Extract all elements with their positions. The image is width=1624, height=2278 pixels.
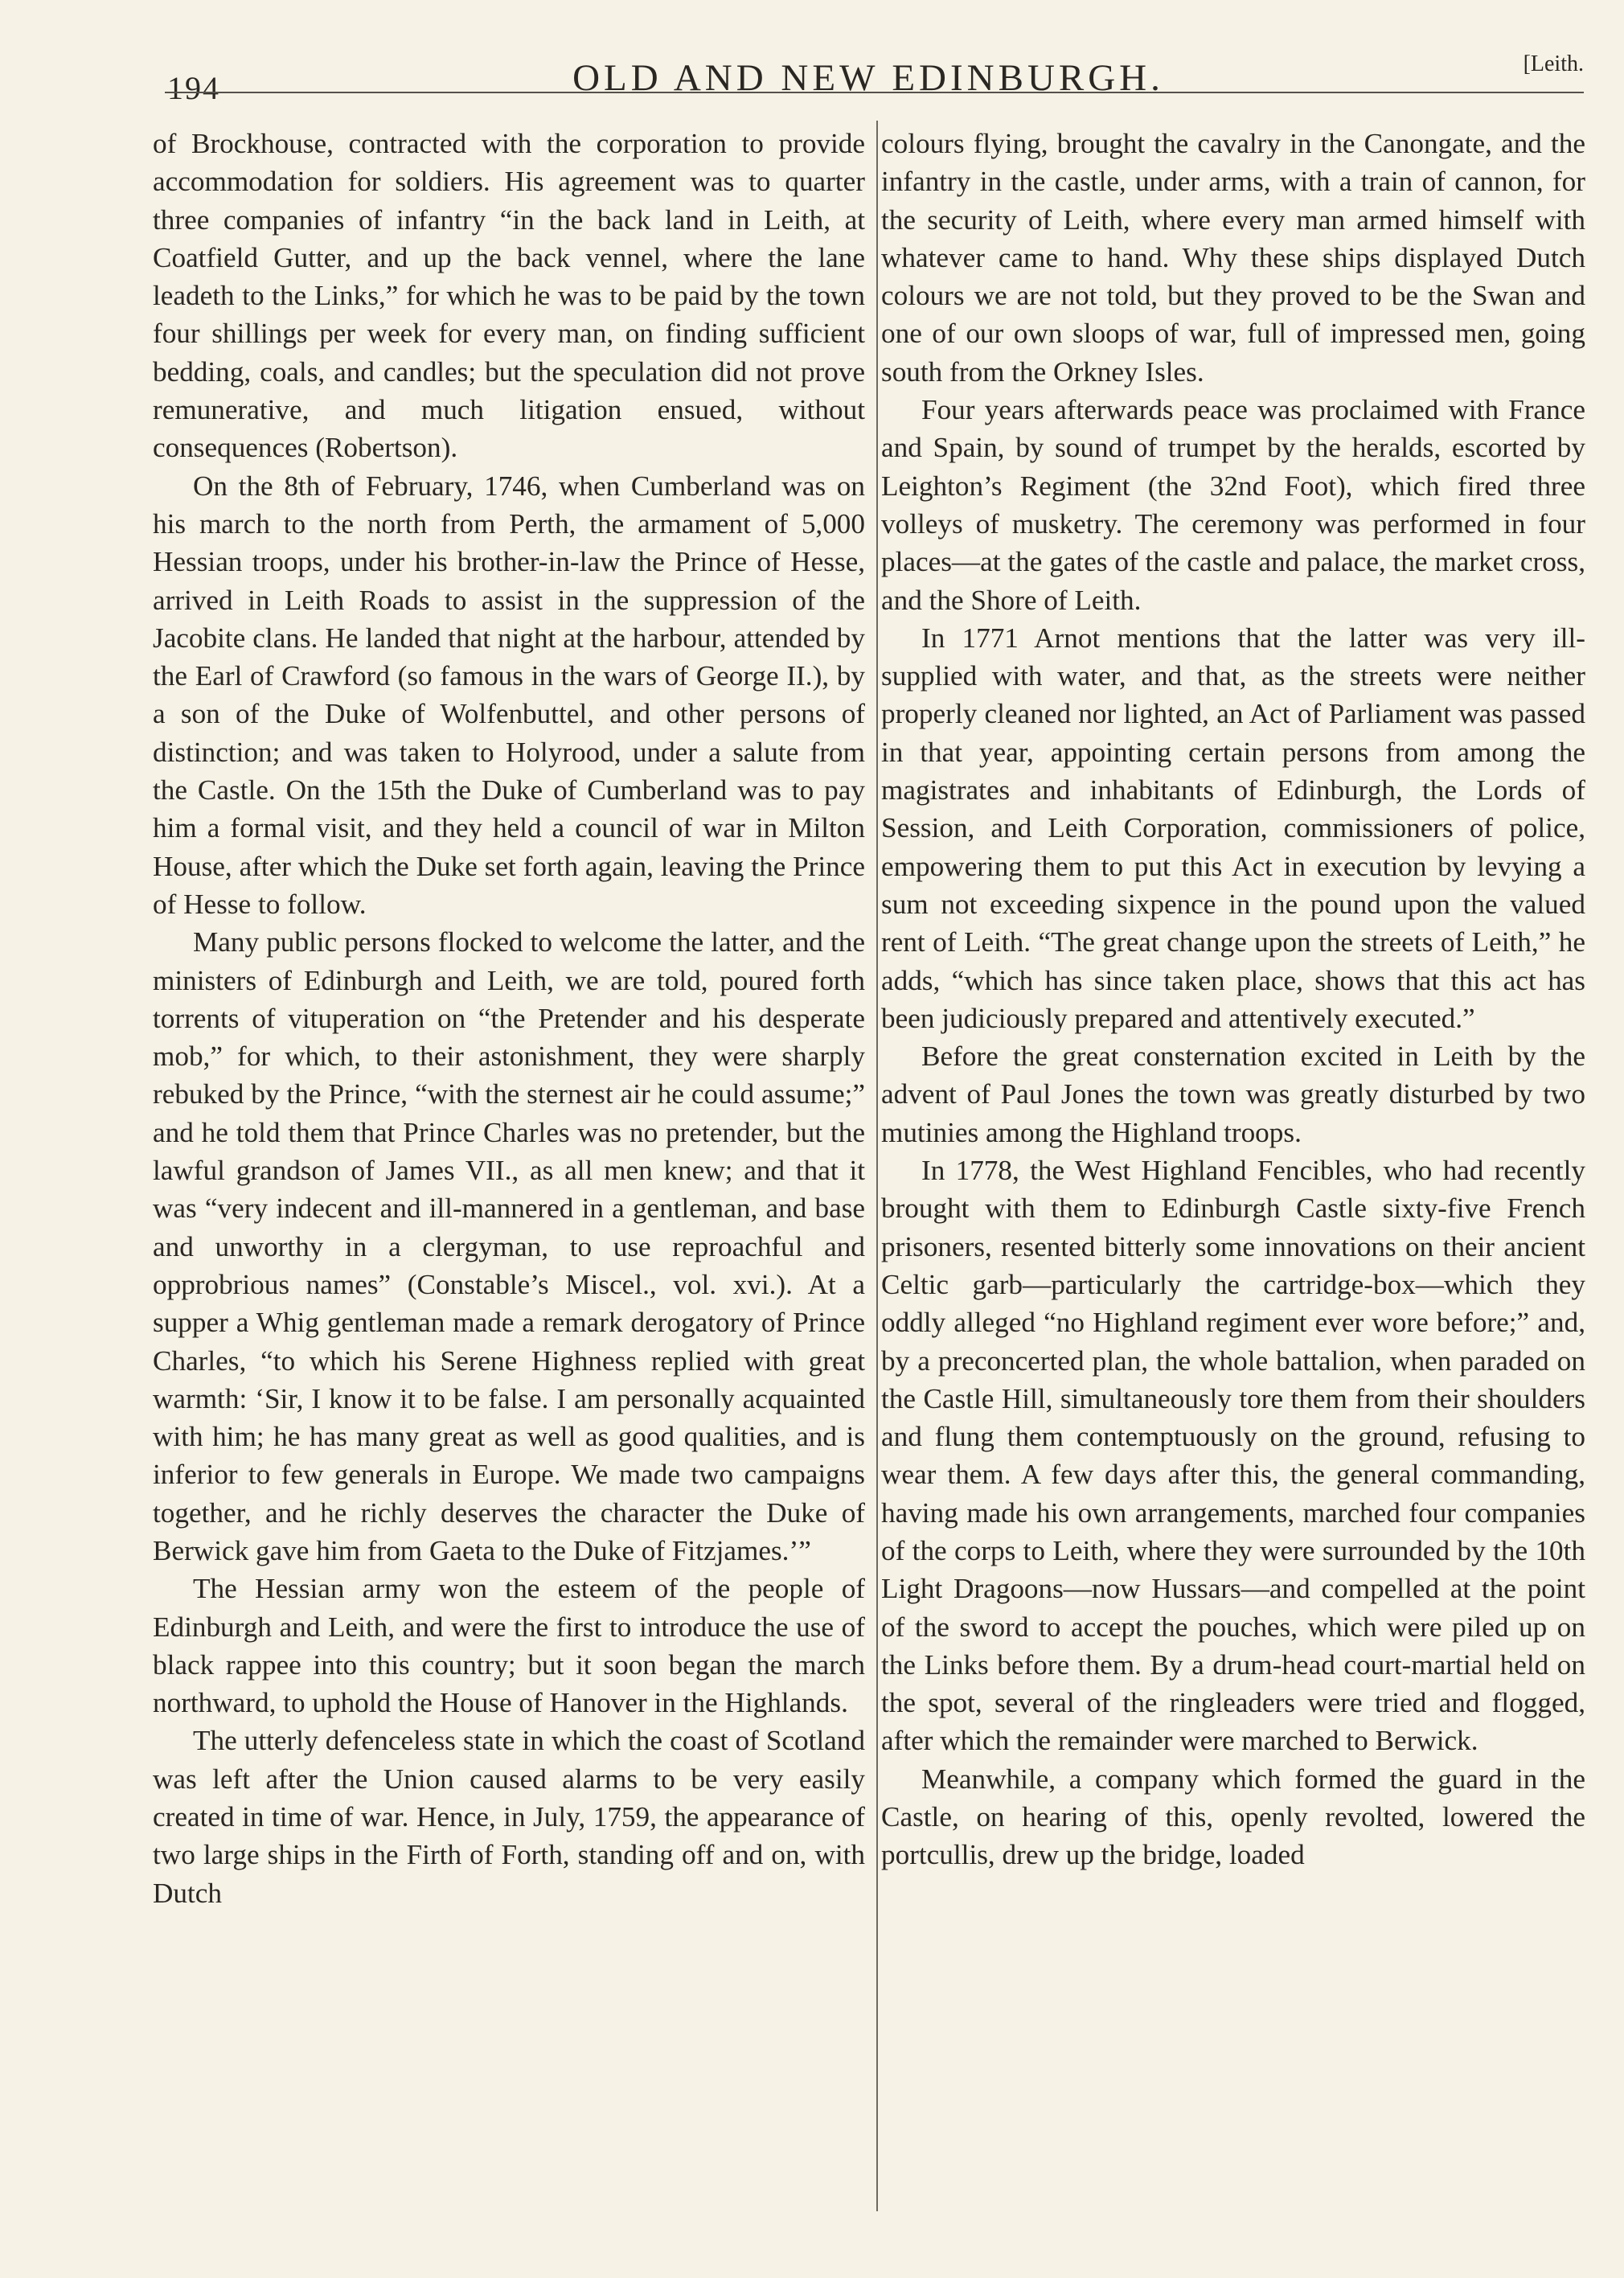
right-column — [881, 125, 1585, 1874]
page-number: 194 — [167, 70, 220, 106]
paragraph: colours flying, brought the cavalry in the Canongate, and the infantry in the castle, under arms, with a train of cannon, for the security of Leith, where every man armed himself with whatever came to hand. Why these ships displayed Dutch colours we are not told, but they proved to be the Swan and one of our own sloops of war, full of impressed men, going south from the Orkney Isles. — [881, 128, 1585, 388]
section-marker: [Leith. — [1523, 51, 1584, 76]
paragraph: The Hessian army won the esteem of the people of Edinburgh and Leith, and were the first to introduce the use of black rappee into this country; but it soon began the march northward, to uphold the House of Hanover in the Highlands. — [153, 1573, 865, 1719]
paragraph: of Brockhouse, contracted with the corporation to provide accommodation for soldiers. His agreement was to quarter three companies of infantry “in the back land in Leith, at Coatfield Gutter, and up the back vennel, where the lane leadeth to the Links,” for which he was to be paid by the town four shillings per week for every man, on finding sufficient bedding, coals, and candles; but the speculation did not prove remunerative, and much litigation ensued, without consequences (Robertson). — [153, 128, 865, 464]
paragraph: Meanwhile, a company which formed the guard in the Castle, on hearing of this, openly revolted, lowered the portcullis, drew up the bridge, loaded — [881, 1763, 1585, 1871]
paragraph: In 1778, the West Highland Fencibles, who had recently brought with them to Edinburgh Castle sixty-five French prisoners, resented bitterly some innovations on their ancient Celtic garb—particularly the cartridge-box—which they oddly alleged “no Highland regiment ever wore before;” and, by a preconcerted plan, the whole battalion, when paraded on the Castle Hill, simultaneously tore them from their shoulders and flung them contemptuously on the ground, refusing to wear them. A few days after this, the general commanding, having made his own arrangements, marched four companies of the corps to Leith, where they were surrounded by the 10th Light Dragoons—now Hussars—and compelled at the point of the sword to accept the pouches, which were piled up on the Links before them. By a drum-head court-martial held on the spot, several of the ringleaders were tried and flogged, after which the remainder were marched to Berwick. — [881, 1155, 1585, 1757]
paragraph: Before the great consternation excited in Leith by the advent of Paul Jones the town was greatly disturbed by two mutinies among the Highland troops. — [881, 1040, 1585, 1148]
left-column — [153, 125, 865, 1912]
paragraph: Many public persons flocked to welcome the latter, and the ministers of Edinburgh and Leith, we are told, poured forth torrents of vituperation on “the Pretender and his desperate mob,” for which, to their astonishment, they were sharply rebuked by the Prince, “with the sternest air he could assume;” and he told them that Prince Charles was no pretender, but the lawful grandson of James VII., as all men knew; and that it was “very indecent and ill-mannered in a gentleman, and base and unworthy in a clergyman, to use reproachful and opprobrious names” (Constable’s Miscel., vol. xvi.). At a supper a Whig gentleman made a remark derogatory of Prince Charles, “to which his Serene Highness replied with great warmth: ‘Sir, I know it to be false. I am personally acquainted with him; he has many great as well as good qualities, and is inferior to few generals in Europe. We made two campaigns together, and he richly deserves the character the Duke of Berwick gave him from Gaeta to the Duke of Fitzjames.’” — [153, 926, 865, 1566]
page-header — [153, 48, 1584, 105]
paragraph: The utterly defenceless state in which the coast of Scotland was left after the Union caused alarms to be very easily created in time of war. Hence, in July, 1759, the appearance of two large ships in the Firth of Forth, standing off and on, with Dutch — [153, 1725, 865, 1909]
header-rule — [165, 92, 1584, 93]
column-divider — [876, 121, 878, 2211]
running-title: OLD AND NEW EDINBURGH. — [572, 57, 1164, 99]
paragraph: On the 8th of February, 1746, when Cumberland was on his march to the north from Perth, the armament of 5,000 Hessian troops, under his brother-in-law the Prince of Hesse, arrived in Leith Roads to assist in the suppression of the Jacobite clans. He landed that night at the harbour, attended by the Earl of Crawford (so famous in the wars of George II.), by a son of the Duke of Wolfenbuttel, and other persons of distinction; and was taken to Holyrood, under a salute from the Castle. On the 15th the Duke of Cumberland was to pay him a formal visit, and they held a council of war in Milton House, after which the Duke set forth again, leaving the Prince of Hesse to follow. — [153, 470, 865, 920]
paragraph: In 1771 Arnot mentions that the latter was very ill-supplied with water, and that, as the streets were neither properly cleaned nor lighted, an Act of Parliament was passed in that year, appointing certain persons from among the magistrates and inhabitants of Edinburgh, the Lords of Session, and Leith Corporation, commissioners of police, empowering them to put this Act in execution by levying a sum not exceeding sixpence in the pound upon the valued rent of Leith. “The great change upon the streets of Leith,” he adds, “which has since taken place, shows that this act has been judiciously prepared and attentively executed.” — [881, 622, 1585, 1034]
paragraph: Four years afterwards peace was proclaimed with France and Spain, by sound of trumpet by the heralds, escorted by Leighton’s Regiment (the 32nd Foot), which fired three volleys of musketry. The ceremony was performed in four places—at the gates of the castle and palace, the market cross, and the Shore of Leith. — [881, 394, 1585, 616]
